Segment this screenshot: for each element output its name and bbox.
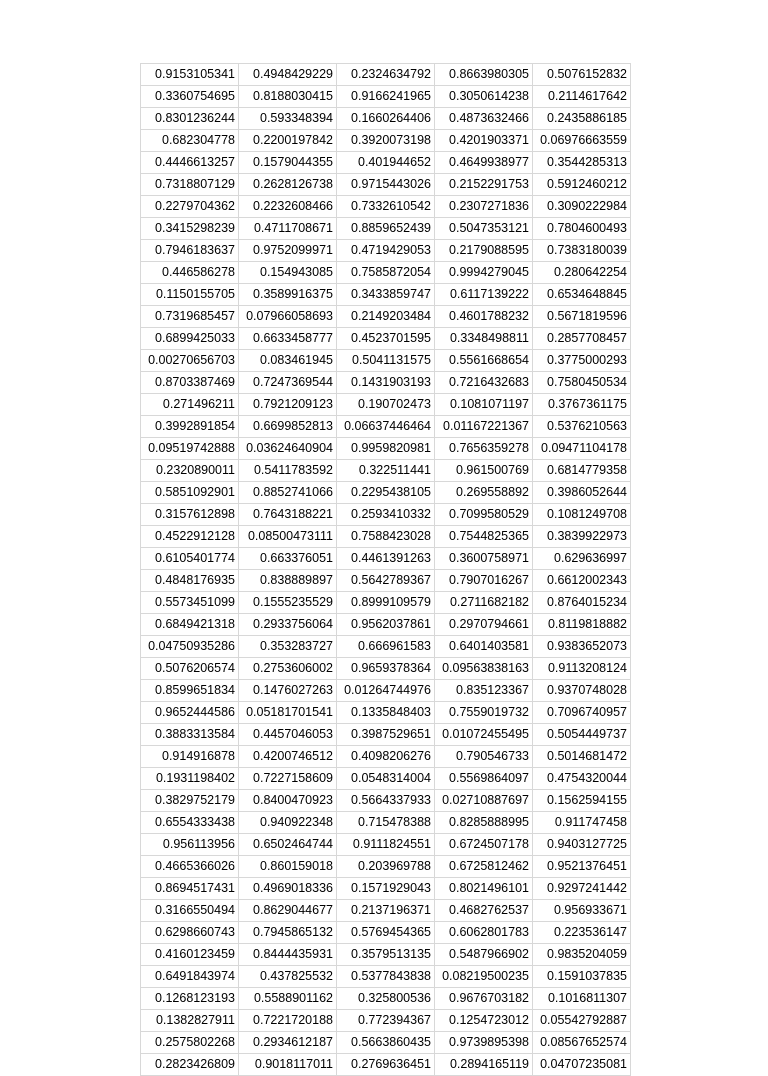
table-cell[interactable]: 0.04707235081	[533, 1054, 631, 1076]
table-cell[interactable]: 0.06976663559	[533, 130, 631, 152]
table-cell[interactable]: 0.08219500235	[435, 966, 533, 988]
table-row	[141, 592, 631, 614]
table-cell[interactable]: 0.2279704362	[141, 196, 239, 218]
table-cell[interactable]: 0.2628126738	[239, 174, 337, 196]
table-cell[interactable]: 0.5769454365	[337, 922, 435, 944]
table-cell[interactable]: 0.8119818882	[533, 614, 631, 636]
table-cell[interactable]: 0.2320890011	[141, 460, 239, 482]
table-cell[interactable]: 0.8599651834	[141, 680, 239, 702]
table-cell[interactable]: 0.4523701595	[337, 328, 435, 350]
table-row	[141, 922, 631, 944]
table-cell[interactable]: 0.5076206574	[141, 658, 239, 680]
table-cell[interactable]: 0.8629044677	[239, 900, 337, 922]
table-cell[interactable]: 0.4948429229	[239, 64, 337, 86]
table-cell[interactable]: 0.8188030415	[239, 86, 337, 108]
table-cell[interactable]: 0.3544285313	[533, 152, 631, 174]
table-cell[interactable]: 0.5588901162	[239, 988, 337, 1010]
table-cell[interactable]: 0.3090222984	[533, 196, 631, 218]
table-cell[interactable]: 0.4201903371	[435, 130, 533, 152]
table-cell[interactable]: 0.8021496101	[435, 878, 533, 900]
table-cell[interactable]: 0.9111824551	[337, 834, 435, 856]
table-cell[interactable]: 0.7946183637	[141, 240, 239, 262]
table-cell[interactable]: 0.3166550494	[141, 900, 239, 922]
table-row	[141, 988, 631, 1010]
table-row	[141, 416, 631, 438]
table-row	[141, 394, 631, 416]
table-cell[interactable]: 0.9521376451	[533, 856, 631, 878]
table-cell[interactable]: 0.271496211	[141, 394, 239, 416]
table-row	[141, 86, 631, 108]
table-cell[interactable]: 0.4461391263	[337, 548, 435, 570]
table-cell[interactable]: 0.4446613257	[141, 152, 239, 174]
table-cell[interactable]: 0.838889897	[239, 570, 337, 592]
table-cell[interactable]: 0.5076152832	[533, 64, 631, 86]
table-cell[interactable]: 0.3157612898	[141, 504, 239, 526]
table-cell[interactable]: 0.8999109579	[337, 592, 435, 614]
table-cell[interactable]: 0.715478388	[337, 812, 435, 834]
table-row	[141, 768, 631, 790]
table-cell[interactable]: 0.666961583	[337, 636, 435, 658]
table-cell[interactable]: 0.437825532	[239, 966, 337, 988]
table-cell[interactable]: 0.1555235529	[239, 592, 337, 614]
table-cell[interactable]: 0.6725812462	[435, 856, 533, 878]
table-cell[interactable]: 0.3415298239	[141, 218, 239, 240]
table-cell[interactable]: 0.5569864097	[435, 768, 533, 790]
table-cell[interactable]: 0.05181701541	[239, 702, 337, 724]
table-cell[interactable]: 0.7216432683	[435, 372, 533, 394]
table-row	[141, 966, 631, 988]
table-cell[interactable]: 0.1254723012	[435, 1010, 533, 1032]
table-cell[interactable]: 0.593348394	[239, 108, 337, 130]
table-cell[interactable]: 0.1579044355	[239, 152, 337, 174]
table-cell[interactable]: 0.1476027263	[239, 680, 337, 702]
table-cell[interactable]: 0.2823426809	[141, 1054, 239, 1076]
table-cell[interactable]: 0.9383652073	[533, 636, 631, 658]
table-cell[interactable]: 0.1268123193	[141, 988, 239, 1010]
table-cell[interactable]: 0.6612002343	[533, 570, 631, 592]
table-row	[141, 812, 631, 834]
table-row	[141, 834, 631, 856]
table-cell[interactable]: 0.9676703182	[435, 988, 533, 1010]
table-body	[141, 64, 631, 1076]
table-cell[interactable]: 0.5041131575	[337, 350, 435, 372]
table-cell[interactable]: 0.9166241965	[337, 86, 435, 108]
table-row	[141, 438, 631, 460]
table-cell[interactable]: 0.940922348	[239, 812, 337, 834]
table-cell[interactable]: 0.280642254	[533, 262, 631, 284]
table-cell[interactable]: 0.2894165119	[435, 1054, 533, 1076]
table-cell[interactable]: 0.2179088595	[435, 240, 533, 262]
table-row	[141, 328, 631, 350]
table-cell[interactable]: 0.5487966902	[435, 944, 533, 966]
table-cell[interactable]: 0.2232608466	[239, 196, 337, 218]
table-cell[interactable]: 0.9297241442	[533, 878, 631, 900]
table-cell[interactable]: 0.6724507178	[435, 834, 533, 856]
table-cell[interactable]: 0.3050614238	[435, 86, 533, 108]
table-cell[interactable]: 0.5642789367	[337, 570, 435, 592]
table-row	[141, 64, 631, 86]
table-cell[interactable]: 0.1382827911	[141, 1010, 239, 1032]
table-cell[interactable]: 0.3986052644	[533, 482, 631, 504]
table-cell[interactable]: 0.353283727	[239, 636, 337, 658]
table-row	[141, 218, 631, 240]
table-cell[interactable]: 0.5664337933	[337, 790, 435, 812]
table-cell[interactable]: 0.09471104178	[533, 438, 631, 460]
table-cell[interactable]: 0.3767361175	[533, 394, 631, 416]
table-row	[141, 548, 631, 570]
table-cell[interactable]: 0.083461945	[239, 350, 337, 372]
table-cell[interactable]: 0.3775000293	[533, 350, 631, 372]
table-cell[interactable]: 0.1150155705	[141, 284, 239, 306]
table-cell[interactable]: 0.956933671	[533, 900, 631, 922]
table-cell[interactable]: 0.07966058693	[239, 306, 337, 328]
table-cell[interactable]: 0.4098206276	[337, 746, 435, 768]
table-cell[interactable]: 0.3348498811	[435, 328, 533, 350]
table-row	[141, 130, 631, 152]
table-cell[interactable]: 0.1562594155	[533, 790, 631, 812]
table-cell[interactable]: 0.5014681472	[533, 746, 631, 768]
table-cell[interactable]: 0.6554333438	[141, 812, 239, 834]
table-cell[interactable]: 0.5377843838	[337, 966, 435, 988]
table-cell[interactable]: 0.0548314004	[337, 768, 435, 790]
table-row	[141, 856, 631, 878]
table-cell[interactable]: 0.3992891854	[141, 416, 239, 438]
table-cell[interactable]: 0.6298660743	[141, 922, 239, 944]
table-cell[interactable]: 0.5671819596	[533, 306, 631, 328]
table-cell[interactable]: 0.961500769	[435, 460, 533, 482]
table-cell[interactable]: 0.7656359278	[435, 438, 533, 460]
table-cell[interactable]: 0.7585872054	[337, 262, 435, 284]
table-row	[141, 504, 631, 526]
table-cell[interactable]: 0.4848176935	[141, 570, 239, 592]
table-cell[interactable]: 0.9403127725	[533, 834, 631, 856]
table-cell[interactable]: 0.5912460212	[533, 174, 631, 196]
table-cell[interactable]: 0.7588423028	[337, 526, 435, 548]
table-row	[141, 174, 631, 196]
table-cell[interactable]: 0.01264744976	[337, 680, 435, 702]
table-row	[141, 460, 631, 482]
table-row	[141, 790, 631, 812]
table-cell[interactable]: 0.8703387469	[141, 372, 239, 394]
table-cell[interactable]: 0.6633458777	[239, 328, 337, 350]
table-cell[interactable]: 0.9113208124	[533, 658, 631, 680]
table-cell[interactable]: 0.09563838163	[435, 658, 533, 680]
table-cell[interactable]: 0.8400470923	[239, 790, 337, 812]
table-row	[141, 900, 631, 922]
table-cell[interactable]: 0.7221720188	[239, 1010, 337, 1032]
table-cell[interactable]: 0.8859652439	[337, 218, 435, 240]
table-row	[141, 1032, 631, 1054]
table-cell[interactable]: 0.154943085	[239, 262, 337, 284]
table-cell[interactable]: 0.7907016267	[435, 570, 533, 592]
table-cell[interactable]: 0.2307271836	[435, 196, 533, 218]
table-cell[interactable]: 0.325800536	[337, 988, 435, 1010]
table-cell[interactable]: 0.1660264406	[337, 108, 435, 130]
table-cell[interactable]: 0.1016811307	[533, 988, 631, 1010]
table-cell[interactable]: 0.6849421318	[141, 614, 239, 636]
table-cell[interactable]: 0.8694517431	[141, 878, 239, 900]
table-cell[interactable]: 0.3579513135	[337, 944, 435, 966]
table-cell[interactable]: 0.4682762537	[435, 900, 533, 922]
table-cell[interactable]: 0.203969788	[337, 856, 435, 878]
table-cell[interactable]: 0.2137196371	[337, 900, 435, 922]
table-cell[interactable]: 0.7332610542	[337, 196, 435, 218]
table-cell[interactable]: 0.772394367	[337, 1010, 435, 1032]
table-row	[141, 284, 631, 306]
table-cell[interactable]: 0.6534648845	[533, 284, 631, 306]
table-cell[interactable]: 0.1431903193	[337, 372, 435, 394]
table-cell[interactable]: 0.790546733	[435, 746, 533, 768]
table-cell[interactable]: 0.6899425033	[141, 328, 239, 350]
table-cell[interactable]: 0.08567652574	[533, 1032, 631, 1054]
table-row	[141, 108, 631, 130]
table-row	[141, 614, 631, 636]
table-cell[interactable]: 0.2324634792	[337, 64, 435, 86]
table-row	[141, 680, 631, 702]
table-cell[interactable]: 0.9715443026	[337, 174, 435, 196]
table-cell[interactable]: 0.1571929043	[337, 878, 435, 900]
table-cell[interactable]: 0.09519742888	[141, 438, 239, 460]
table-cell[interactable]: 0.8663980305	[435, 64, 533, 86]
table-cell[interactable]: 0.663376051	[239, 548, 337, 570]
table-cell[interactable]: 0.01072455495	[435, 724, 533, 746]
table-cell[interactable]: 0.8285888995	[435, 812, 533, 834]
data-table	[140, 63, 631, 1076]
table-cell[interactable]: 0.08500473111	[239, 526, 337, 548]
table-cell[interactable]: 0.7804600493	[533, 218, 631, 240]
table-cell[interactable]: 0.04750935286	[141, 636, 239, 658]
table-cell[interactable]: 0.6502464744	[239, 834, 337, 856]
table-cell[interactable]: 0.3589916375	[239, 284, 337, 306]
table-cell[interactable]: 0.2934612187	[239, 1032, 337, 1054]
table-cell[interactable]: 0.7099580529	[435, 504, 533, 526]
table-cell[interactable]: 0.914916878	[141, 746, 239, 768]
table-cell[interactable]: 0.5573451099	[141, 592, 239, 614]
table-cell[interactable]: 0.9153105341	[141, 64, 239, 86]
table-cell[interactable]: 0.7580450534	[533, 372, 631, 394]
table-cell[interactable]: 0.2435886185	[533, 108, 631, 130]
table-cell[interactable]: 0.4649938977	[435, 152, 533, 174]
table-cell[interactable]: 0.4522912128	[141, 526, 239, 548]
table-cell[interactable]: 0.6105401774	[141, 548, 239, 570]
table-cell[interactable]: 0.8764015234	[533, 592, 631, 614]
table-cell[interactable]: 0.2753606002	[239, 658, 337, 680]
table-cell[interactable]: 0.2152291753	[435, 174, 533, 196]
table-cell[interactable]: 0.629636997	[533, 548, 631, 570]
table-cell[interactable]: 0.4969018336	[239, 878, 337, 900]
table-cell[interactable]: 0.7383180039	[533, 240, 631, 262]
table-cell[interactable]: 0.9959820981	[337, 438, 435, 460]
table-cell[interactable]: 0.02710887697	[435, 790, 533, 812]
table-cell[interactable]: 0.6401403581	[435, 636, 533, 658]
table-cell[interactable]: 0.835123367	[435, 680, 533, 702]
table-cell[interactable]: 0.2295438105	[337, 482, 435, 504]
table-cell[interactable]: 0.3987529651	[337, 724, 435, 746]
table-cell[interactable]: 0.3920073198	[337, 130, 435, 152]
table-cell[interactable]: 0.6814779358	[533, 460, 631, 482]
table-cell[interactable]: 0.3839922973	[533, 526, 631, 548]
table-cell[interactable]: 0.2970794661	[435, 614, 533, 636]
table-row	[141, 724, 631, 746]
table-cell[interactable]: 0.01167221367	[435, 416, 533, 438]
table-cell[interactable]: 0.860159018	[239, 856, 337, 878]
table-cell[interactable]: 0.4160123459	[141, 944, 239, 966]
table-row	[141, 1054, 631, 1076]
table-cell[interactable]: 0.7319685457	[141, 306, 239, 328]
table-cell[interactable]: 0.7921209123	[239, 394, 337, 416]
table-cell[interactable]: 0.9994279045	[435, 262, 533, 284]
table-cell[interactable]: 0.4665366026	[141, 856, 239, 878]
table-row	[141, 350, 631, 372]
table-cell[interactable]: 0.5561668654	[435, 350, 533, 372]
table-cell[interactable]: 0.4457046053	[239, 724, 337, 746]
table-cell[interactable]: 0.2769636451	[337, 1054, 435, 1076]
table-cell[interactable]: 0.269558892	[435, 482, 533, 504]
table-cell[interactable]: 0.2114617642	[533, 86, 631, 108]
table-cell[interactable]: 0.1591037835	[533, 966, 631, 988]
table-cell[interactable]: 0.05542792887	[533, 1010, 631, 1032]
table-row	[141, 196, 631, 218]
table-cell[interactable]: 0.8301236244	[141, 108, 239, 130]
table-cell[interactable]: 0.682304778	[141, 130, 239, 152]
table-cell[interactable]: 0.2149203484	[337, 306, 435, 328]
table-row	[141, 878, 631, 900]
table-cell[interactable]: 0.7227158609	[239, 768, 337, 790]
table-row	[141, 152, 631, 174]
table-cell[interactable]: 0.7945865132	[239, 922, 337, 944]
table-cell[interactable]: 0.9562037861	[337, 614, 435, 636]
table-cell[interactable]: 0.401944652	[337, 152, 435, 174]
table-cell[interactable]: 0.5663860435	[337, 1032, 435, 1054]
table-cell[interactable]: 0.06637446464	[337, 416, 435, 438]
table-cell[interactable]: 0.446586278	[141, 262, 239, 284]
table-cell[interactable]: 0.7247369544	[239, 372, 337, 394]
table-row	[141, 240, 631, 262]
table-cell[interactable]: 0.7096740957	[533, 702, 631, 724]
table-cell[interactable]: 0.6117139222	[435, 284, 533, 306]
table-cell[interactable]: 0.9835204059	[533, 944, 631, 966]
table-row	[141, 944, 631, 966]
table-cell[interactable]: 0.5054449737	[533, 724, 631, 746]
table-row	[141, 262, 631, 284]
table-cell[interactable]: 0.3433859747	[337, 284, 435, 306]
table-cell[interactable]: 0.3360754695	[141, 86, 239, 108]
table-cell[interactable]: 0.00270656703	[141, 350, 239, 372]
table-cell[interactable]: 0.9370748028	[533, 680, 631, 702]
table-cell[interactable]: 0.1081249708	[533, 504, 631, 526]
table-cell[interactable]: 0.4873632466	[435, 108, 533, 130]
table-cell[interactable]: 0.7318807129	[141, 174, 239, 196]
table-cell[interactable]: 0.3883313584	[141, 724, 239, 746]
table-cell[interactable]: 0.8444435931	[239, 944, 337, 966]
table-cell[interactable]: 0.6699852813	[239, 416, 337, 438]
table-cell[interactable]: 0.8852741066	[239, 482, 337, 504]
table-row	[141, 526, 631, 548]
table-cell[interactable]: 0.9739895398	[435, 1032, 533, 1054]
table-cell[interactable]: 0.5851092901	[141, 482, 239, 504]
table-row	[141, 702, 631, 724]
table-cell[interactable]: 0.4719429053	[337, 240, 435, 262]
table-cell[interactable]: 0.3600758971	[435, 548, 533, 570]
table-cell[interactable]: 0.7559019732	[435, 702, 533, 724]
table-cell[interactable]: 0.5411783592	[239, 460, 337, 482]
table-cell[interactable]: 0.6062801783	[435, 922, 533, 944]
table-cell[interactable]: 0.5376210563	[533, 416, 631, 438]
table-cell[interactable]: 0.7544825365	[435, 526, 533, 548]
table-cell[interactable]: 0.2575802268	[141, 1032, 239, 1054]
table-row	[141, 1010, 631, 1032]
table-cell[interactable]: 0.1931198402	[141, 768, 239, 790]
table-cell[interactable]: 0.190702473	[337, 394, 435, 416]
table-cell[interactable]: 0.4754320044	[533, 768, 631, 790]
table-row	[141, 746, 631, 768]
table-cell[interactable]: 0.9752099971	[239, 240, 337, 262]
table-cell[interactable]: 0.4200746512	[239, 746, 337, 768]
table-cell[interactable]: 0.2711682182	[435, 592, 533, 614]
table-cell[interactable]: 0.2200197842	[239, 130, 337, 152]
table-row	[141, 372, 631, 394]
table-cell[interactable]: 0.2857708457	[533, 328, 631, 350]
table-cell[interactable]: 0.3829752179	[141, 790, 239, 812]
table-cell[interactable]: 0.9659378364	[337, 658, 435, 680]
table-cell[interactable]: 0.956113956	[141, 834, 239, 856]
table-cell[interactable]: 0.223536147	[533, 922, 631, 944]
table-cell[interactable]: 0.911747458	[533, 812, 631, 834]
table-cell[interactable]: 0.4601788232	[435, 306, 533, 328]
table-cell[interactable]: 0.7643188221	[239, 504, 337, 526]
table-cell[interactable]: 0.6491843974	[141, 966, 239, 988]
table-cell[interactable]: 0.9652444586	[141, 702, 239, 724]
table-cell[interactable]: 0.9018117011	[239, 1054, 337, 1076]
table-cell[interactable]: 0.1335848403	[337, 702, 435, 724]
table-cell[interactable]: 0.322511441	[337, 460, 435, 482]
table-row	[141, 658, 631, 680]
table-cell[interactable]: 0.5047353121	[435, 218, 533, 240]
table-cell[interactable]: 0.1081071197	[435, 394, 533, 416]
table-cell[interactable]: 0.03624640904	[239, 438, 337, 460]
table-row	[141, 570, 631, 592]
table-row	[141, 636, 631, 658]
table-cell[interactable]: 0.2933756064	[239, 614, 337, 636]
table-row	[141, 306, 631, 328]
table-cell[interactable]: 0.2593410332	[337, 504, 435, 526]
table-row	[141, 482, 631, 504]
table-cell[interactable]: 0.4711708671	[239, 218, 337, 240]
